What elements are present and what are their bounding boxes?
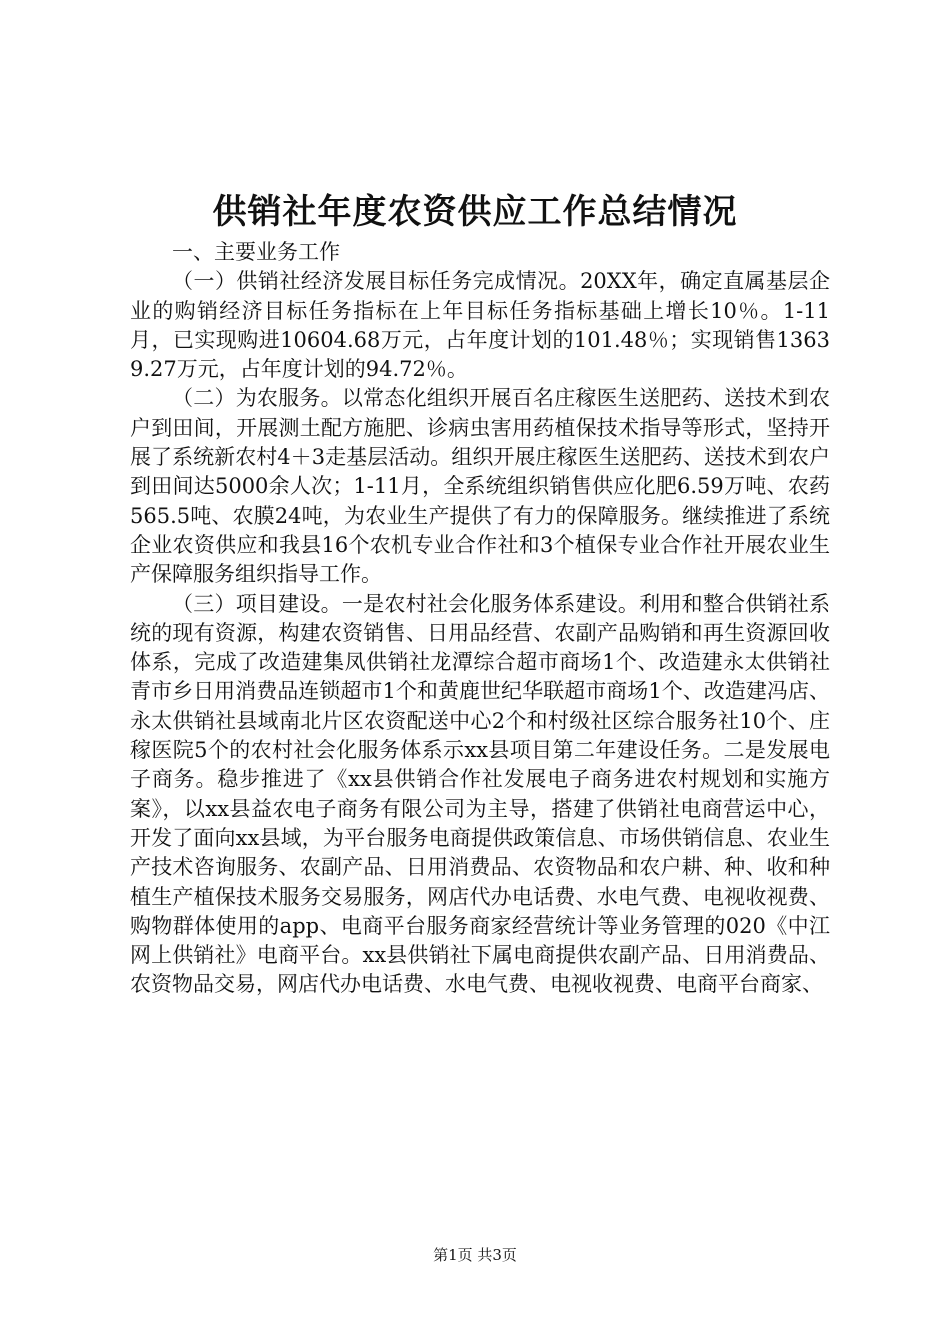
paragraph-farm-services: （二）为农服务。以常态化组织开展百名庄稼医生送肥药、送技术到农户到田间，开展测土配方施肥、诊病虫害用药植保技术指导等形式，坚持开展了系统新农村4＋3走基层活动。组织开展庄稼医生送肥药、送技术到农户到田间达5000余人次；1-11月，全系统组织销售供应化肥6.59万吨、农药565.5吨、农膜24吨，为农业生产提供了有力的保障服务。继续推进了系统企业农资供应和我县16个农机专业合作社和3个植保专业合作社开展农业生产保障服务组织指导工作。 <box>130 386 830 587</box>
page-footer: 第1页 共3页 <box>433 1246 517 1264</box>
document-body <box>130 238 830 1000</box>
paragraph-project-construction: （三）项目建设。一是农村社会化服务体系建设。利用和整合供销社系统的现有资源，构建农资销售、日用品经营、农副产品购销和再生资源回收体系，完成了改造建集凤供销社龙潭综合超市商场1个、改造建永太供销社青市乡日用消费品连锁超市1个和黄鹿世纪华联超市商场1个、改造建冯店、永太供销社县域南北片区农资配送中心2个和村级社区综合服务社10个、庄稼医院5个的农村社会化服务体系示xx县项目第二年建设任务。二是发展电子商务。稳步推进了《xx县供销合作社发展电子商务进农村规划和实施方案》，以xx县益农电子商务有限公司为主导，搭建了供销社电商营运中心，开发了面向xx县域，为平台服务电商提供政策信息、市场供销信息、农业生产技术咨询服务、农副产品、日用消费品、农资物品和农户耕、种、收和种植生产植保技术服务交易服务，网店代办电话费、水电气费、电视收视费、购物群体使用的app、电商平台服务商家经营统计等业务管理的020《中江网上供销社》电商平台。xx县供销社下属电商提供农副产品、日用消费品、农资物品交易，网店代办电话费、水电气费、电视收视费、电商平台商家、 <box>130 591 830 997</box>
document-title: 供销社年度农资供应工作总结情况 <box>212 192 738 232</box>
paragraph-economic-targets: （一）供销社经济发展目标任务完成情况。20XX年，确定直属基层企业的购销经济目标任务指标在上年目标任务指标基础上增长10％。1-11月，已实现购进10604.68万元，占年度计划的101.48％；实现销售13639.27万元，占年度计划的94.72％。 <box>130 269 830 382</box>
section-heading: 一、主要业务工作 <box>172 240 340 264</box>
